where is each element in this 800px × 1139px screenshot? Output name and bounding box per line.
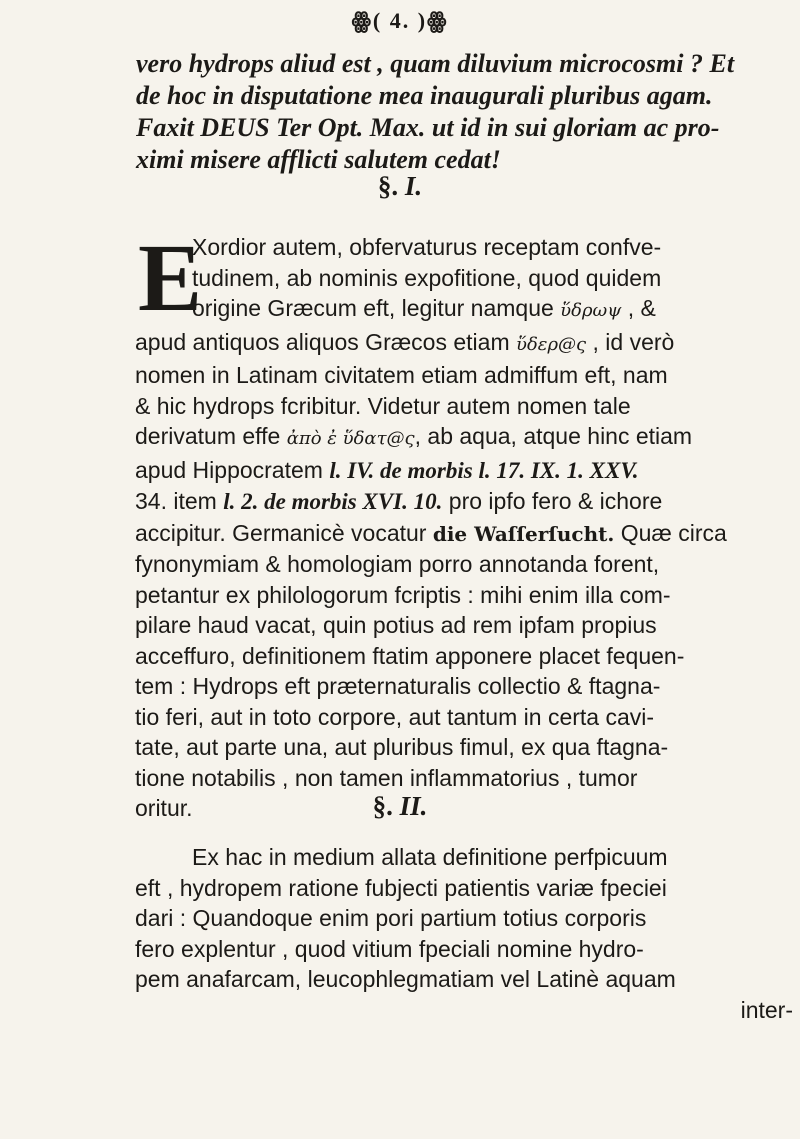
- intro-line: vero hydrops aliud est , quam diluvium microcosmi ? Et: [136, 49, 735, 78]
- text-fragment: apud antiquos aliquos Græcos etiam: [135, 328, 510, 355]
- section-heading-2: [0, 791, 800, 822]
- citation: l. 2. de morbis XVI. 10.: [223, 489, 443, 514]
- text-line: tate, aut parte una, aut pluribus fimul, ex qua ftagna-: [135, 734, 669, 760]
- text-line: [135, 455, 793, 487]
- text-fragment: , &: [621, 295, 656, 321]
- text-line: [135, 421, 793, 455]
- citation: l. IV. de morbis l. 17. IX. 1. XXV.: [329, 457, 639, 483]
- intro-line: de hoc in disputatione mea inaugurali pluribus agam.: [136, 81, 713, 110]
- text-line: fero explentur , quod vitium fpeciali nomine hydro-: [135, 935, 644, 962]
- drop-cap-initial: E: [138, 224, 203, 331]
- german-term: die Waſſerſucht.: [432, 521, 615, 546]
- section-numeral: II.: [399, 791, 428, 821]
- text-line: tem : Hydrops eft præternaturalis collectio & ftagna-: [135, 673, 661, 699]
- text-line: fynonymiam & homologiam porro annotanda forent,: [135, 551, 660, 577]
- text-fragment: , ab aqua, atque hinc etiam: [414, 423, 693, 449]
- page-header: [0, 8, 800, 34]
- intro-line: ximi misere afflicti salutem cedat!: [136, 145, 501, 174]
- left-ornament: ꙮ(: [351, 8, 383, 33]
- text-line: [135, 518, 793, 550]
- greek-word: ὕδερ@ς: [516, 333, 587, 355]
- text-line: Ex hac in medium allata definitione perfpicuum: [192, 844, 668, 870]
- text-fragment: pro ipfo fero & ichore: [442, 488, 663, 514]
- text-fragment: apud Hippocratem: [135, 456, 323, 483]
- text-line: eft , hydropem ratione fubjecti patientis variæ fpeciei: [135, 874, 667, 901]
- text-line: petantur ex philologorum fcriptis : mihi enim illa com-: [135, 581, 671, 608]
- intro-paragraph: [136, 48, 791, 176]
- text-line: tudinem, ab nominis expofitione, quod quidem: [192, 264, 662, 291]
- intro-line: Faxit DEUS Ter Opt. Max. ut id in sui gloriam ac pro-: [136, 113, 720, 142]
- greek-word: ἀπὸ ἐ ὕδατ@ς: [286, 428, 415, 449]
- text-fragment: accipitur. Germanicè vocatur: [135, 519, 427, 546]
- section-1-paragraph: [135, 224, 793, 824]
- catchword: inter-: [740, 996, 793, 1023]
- text-line: Xordior autem, obfervaturus receptam confve-: [192, 234, 662, 260]
- greek-word: ὕδρωψ: [560, 300, 622, 321]
- text-line: [135, 293, 793, 327]
- text-fragment: 34. item: [135, 488, 217, 514]
- text-line: tio feri, aut in toto corpore, aut tantum in certa cavi-: [135, 703, 655, 730]
- text-line: [135, 327, 793, 361]
- text-line: oritur.: [135, 795, 193, 821]
- text-line: acceffuro, definitionem ftatim apponere placet fequen-: [135, 642, 685, 669]
- text-line: pilare haud vacat, quin potius ad rem ipfam propius: [135, 612, 657, 638]
- text-line: dari : Quandoque enim pori partium totius corporis: [135, 905, 647, 931]
- text-fragment: , id verò: [586, 328, 675, 355]
- text-fragment: derivatum effe: [135, 423, 281, 449]
- text-fragment: Quæ circa: [614, 519, 727, 546]
- page-number: 4.: [389, 8, 411, 33]
- right-ornament: )ꙮ: [417, 8, 449, 33]
- text-line: pem anafarcam, leucophlegmatiam vel Latinè aquam: [135, 966, 676, 992]
- text-fragment: origine Græcum eft, legitur namque: [192, 295, 554, 321]
- section-numeral: I.: [404, 171, 423, 201]
- text-line: tione notabilis , non tamen inflammatorius , tumor: [135, 764, 638, 791]
- section-sign: §.: [372, 791, 393, 821]
- text-line: & hic hydrops fcribitur. Videtur autem nomen tale: [135, 392, 631, 419]
- text-line: [135, 486, 793, 518]
- section-heading-1: [0, 171, 800, 202]
- section-sign: §.: [377, 171, 399, 201]
- section-2-paragraph: [135, 842, 793, 1025]
- text-line: nomen in Latinam civitatem etiam admiffum eft, nam: [135, 362, 668, 388]
